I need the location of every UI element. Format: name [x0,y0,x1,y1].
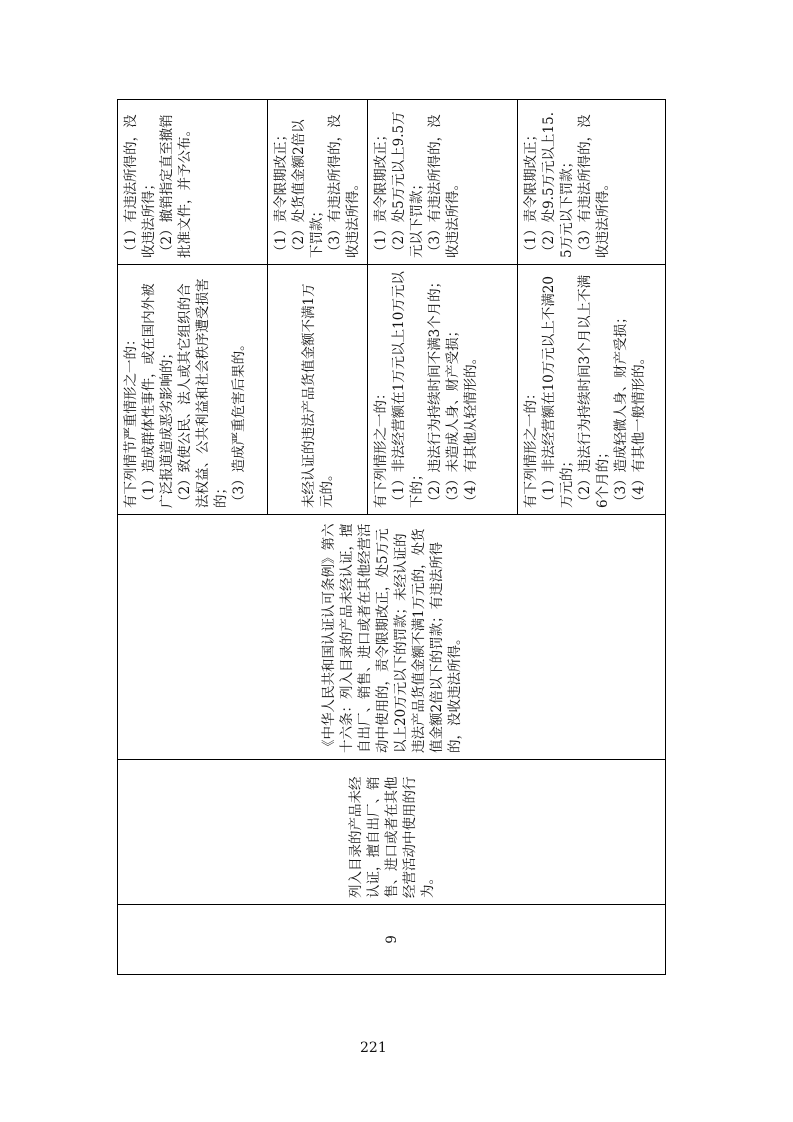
row-number-cell [118,905,666,975]
penalty-line: （3）有违法所得的，没收违法所得。 [577,114,611,258]
penalty-cell-grade-1 [268,100,368,265]
penalty-line: （2）撤销指定直至撤销批准文件，并予公布。 [159,114,193,258]
circumstance-cell-severe [118,265,268,515]
circumstance-line: （1）造成群体性事件，或在国内外被广泛报道造成恶劣影响的； [141,283,175,508]
circumstance-line: （4）有其他从轻情形的。 [463,350,479,508]
circumstance-line: （3）未造成人身、财产受损； [445,323,461,508]
penalty-line: （2）处货值金额2倍以下罚款； [291,119,325,258]
penalty-line: （1）责令限期改正； [273,127,289,258]
circumstance-line: （3）造成轻微人身、财产受损； [613,310,629,508]
circumstance-line: （4）有其他一般情形的。 [631,350,647,508]
penalty-table [117,99,666,975]
penalty-line: （1）有违法所得的，没收违法所得； [123,114,157,258]
circumstance-line: 未经认证的违法产品货值金额不满1万元的。 [300,283,335,508]
circumstance-cell-grade-2 [368,265,518,515]
circumstance-line: （2）违法行为持续时间不满3个月的； [427,274,443,508]
penalty-line: （1）责令限期改正； [373,127,389,258]
row-number: 9 [383,935,400,944]
page-number: 221 [360,1040,387,1056]
penalty-cell-grade-2 [368,100,518,265]
penalty-line: （2）处9.5万元以上15.5万元以下罚款； [541,111,575,258]
penalty-cell-grade-3 [518,100,666,265]
rotated-table-container [117,100,665,975]
penalty-line: （2）处5万元以上9.5万元以下罚款； [391,111,425,258]
penalty-line: （3）有违法所得的，没收违法所得。 [327,114,361,258]
circumstance-line: （1）非法经营额在10万元以上不满20万元的； [541,276,575,508]
legal-basis-text: 《中华人民共和国认证认可条例》第六十六条：列入目录的产品未经认证，擅自出厂、销售、进口或者在其他经营活动中使用的，责令限期改正，处5万元以上20万元以下的罚款；未经认证的违法产品货值金额不满1万元的，处货值金额2倍以下的罚款；有违法所得的，没收违法所得。 [320,523,463,753]
circumstance-line: （2）违法行为持续时间3个月以上不满6个月的； [577,274,611,508]
penalty-line: （3）有违法所得的，没收违法所得。 [427,114,461,258]
rotated-table-inner [117,100,665,975]
circumstance-line: 有下列情节严重情形之一的： [123,332,139,508]
circumstance-line: （1）非法经营额在1万元以上10万元以下的； [391,271,425,508]
violation-text: 列入目录的产品未经认证，擅自出厂、销售、进口或者在其他经营活动中使用的行为。 [347,776,436,898]
circumstance-line: 有下列情形之一的： [373,386,389,508]
circumstance-cell-grade-1 [268,265,368,515]
penalty-cell-severe [118,100,268,265]
circumstance-line: 有下列情形之一的： [523,386,539,508]
legal-basis-cell [118,515,666,760]
table-row [118,100,268,975]
circumstance-line: （2）致使公民、法人或其它组织的合法权益、公共利益和社会秩序遭受损害的； [177,278,229,508]
violation-cell [118,760,666,905]
penalty-line: （1）责令限期改正； [523,127,539,258]
circumstance-cell-grade-3 [518,265,666,515]
circumstance-line: （3）造成严重危害后果的。 [231,337,247,508]
